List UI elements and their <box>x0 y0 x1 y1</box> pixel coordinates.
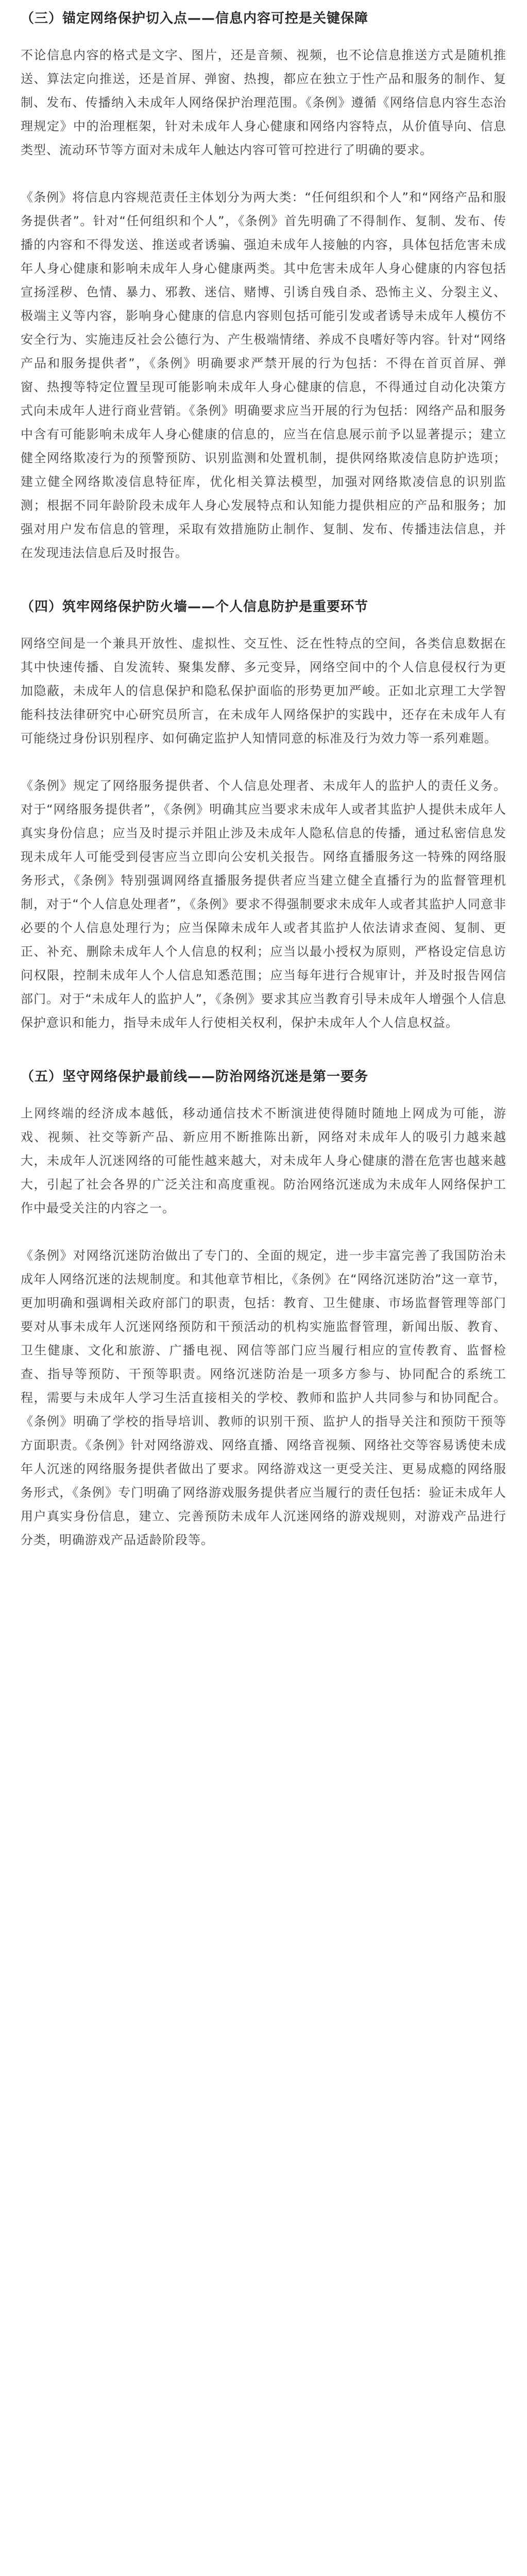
section-3 <box>21 0 506 565</box>
paragraph: 网络空间是一个兼具开放性、虚拟性、交互性、泛在性特点的空间，各类信息数据在其中快速传播、自发流转、聚集发酵、多元变异，网络空间中的个人信息侵权行为更加隐蔽，未成年人的信息保护和隐私保护面临的形势更加严峻。正如北京理工大学智能科技法律研究中心研究员所言，在未成年人网络保护的实践中，还存在未成年人有可能绕过身份识别程序、如何确定监护人知情同意的标准及行为效力等一系列难题。 <box>21 636 506 745</box>
paragraph: 不论信息内容的格式是文字、图片，还是音频、视频，也不论信息推送方式是随机推送、算法定向推送，还是首屏、弹窗、热搜，都应在独立于性产品和服务的制作、复制、发布、传播纳入未成年人网络保护治理范围。《条例》遵循《网络信息内容生态治理规定》中的治理框架，针对未成年人身心健康和网络内容特点，从价值导向、信息类型、流动环节等方面对未成年人触达内容可管可控进行了明确的要求。 <box>21 48 506 157</box>
paragraph: 《条例》将信息内容规范责任主体划分为两大类：“任何组织和个人”和“网络产品和服务提供者”。针对“任何组织和个人”，《条例》首先明确了不得制作、复制、发布、传播的内容和不得发送、推送或者诱骗、强迫未成年人接触的内容，具体包括危害未成年人身心健康和影响未成年人身心健康两类。其中危害未成年人身心健康的内容包括宣扬淫秽、色情、暴力、邪教、迷信、赌博、引诱自残自杀、恐怖主义、分裂主义、极端主义等内容，影响身心健康的信息内容则包括可能引发或者诱导未成年人模仿不安全行为、实施违反社会公德行为、产生极端情绪、养成不良嗜好等内容。针对“网络产品和服务提供者”，《条例》明确要求严禁开展的行为包括：不得在首页首屏、弹窗、热搜等特定位置呈现可能影响未成年人身心健康的信息，不得通过自动化决策方式向未成年人进行商业营销。《条例》明确要求应当开展的行为包括：网络产品和服务中含有可能影响未成年人身心健康的信息的，应当在信息展示前予以显著提示；建立健全网络欺凌行为的预警预防、识别监测和处置机制，提供网络欺凌信息防护选项；建立健全网络欺凌信息特征库，优化相关算法模型，加强对网络欺凌信息的识别监测；根据不同年龄阶段未成年人身心发展特点和认知能力提供相应的产品和服务；加强对用户发布信息的管理，采取有效措施防止制作、复制、发布、传播违法信息，并在发现违法信息后及时报告。 <box>21 190 506 560</box>
section-heading: （四）筑牢网络保护防火墙——个人信息防护是重要环节 <box>21 599 369 615</box>
paragraph: 上网终端的经济成本越低，移动通信技术不断演进使得随时随地上网成为可能，游戏、视频、社交等新产品、新应用不断推陈出新，网络对未成年人的吸引力越来越大，未成年人沉迷网络的可能性越来越大，对未成年人身心健康的潜在危害也越来越大，引起了社会各界的广泛关注和高度重视。防治网络沉迷成为未成年人网络保护工作中最受关注的内容之一。 <box>21 1106 506 1215</box>
paragraph: 《条例》规定了网络服务提供者、个人信息处理者、未成年人的监护人的责任义务。对于“网络服务提供者”，《条例》明确其应当要求未成年人或者其监护人提供未成年人真实身份信息；应当及时提示并阻止涉及未成年人隐私信息的传播，通过私密信息发现未成年人可能受到侵害应当立即向公安机关报告。网络直播服务这一特殊的网络服务形式，《条例》特别强调网络直播服务提供者应当建立健全直播行为的监督管理机制，对于“个人信息处理者”，《条例》要求不得强制要求未成年人或者其监护人同意非必要的个人信息处理行为；应当保障未成年人或者其监护人依法请求查阅、复制、更正、补充、删除未成年人个人信息的权利；应当以最小授权为原则，严格设定信息访问权限，控制未成年人个人信息知悉范围；应当每年进行合规审计，并及时报告网信部门。对于“未成年人的监护人”，《条例》要求其应当教育引导未成年人增强个人信息保护意识和能力，指导未成年人行使相关权利，保护未成年人个人信息权益。 <box>21 778 506 1030</box>
paragraph: 《条例》对网络沉迷防治做出了专门的、全面的规定，进一步丰富完善了我国防治未成年人网络沉迷的法规制度。和其他章节相比，《条例》在“网络沉迷防治”这一章节，更加明确和强调相关政府部门的职责，包括：教育、卫生健康、市场监督管理等部门要对从事未成年人沉迷网络预防和干预活动的机构实施监督管理，新闻出版、教育、卫生健康、文化和旅游、广播电视、网信等部门应当履行相应的宣传教育、监督检查、指导等预防、干预等职责。网络沉迷防治是一项多方参与、协同配合的系统工程，需要与未成年人学习生活直接相关的学校、教师和监护人共同参与和协同配合。《条例》明确了学校的指导培训、教师的识别干预、监护人的指导关注和预防干预等方面职责。《条例》针对网络游戏、网络直播、网络音视频、网络社交等容易诱使未成年人沉迷的网络服务提供者做出了要求。网络游戏这一更受关注、更易成瘾的网络服务形式，《条例》专门明确了网络游戏服务提供者应当履行的责任包括：验证未成年人用户真实身份信息，建立、完善预防未成年人沉迷网络的游戏规则，对游戏产品进行分类，明确游戏产品适龄阶段等。 <box>21 1248 506 1547</box>
section-4 <box>21 588 506 1035</box>
section-heading: （三）锚定网络保护切入点——信息内容可控是关键保障 <box>21 11 369 26</box>
section-heading: （五）坚守网络保护最前线——防治网络沉迷是第一要务 <box>21 1069 369 1084</box>
section-5 <box>21 1058 506 1552</box>
